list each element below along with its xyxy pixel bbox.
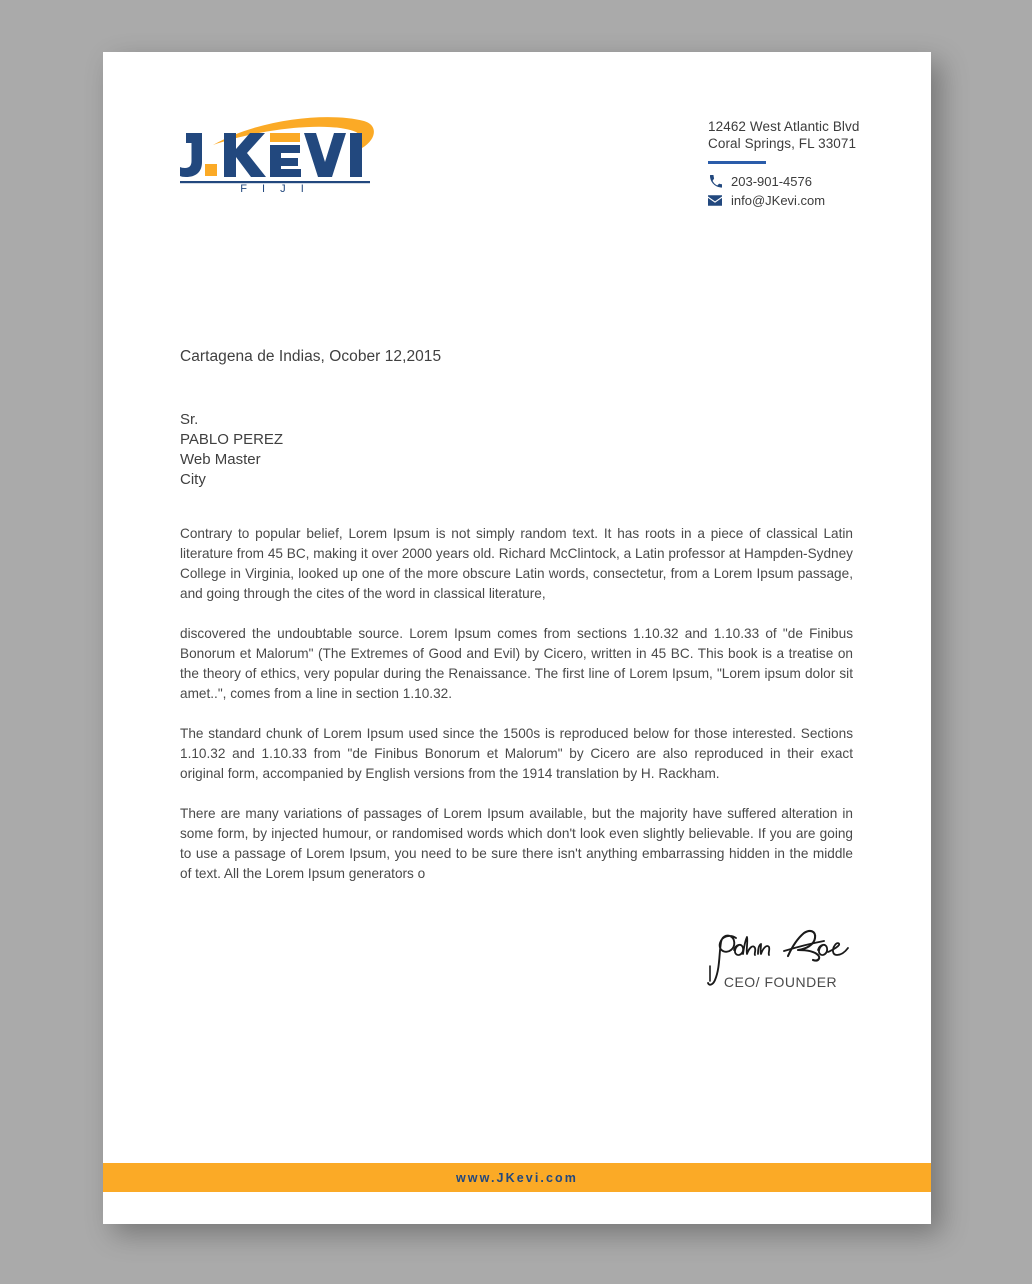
logo-letter-v [304, 133, 346, 177]
recipient-city: City [180, 471, 206, 488]
contact-divider [708, 161, 766, 164]
phone-row[interactable] [708, 174, 898, 189]
letter-header [103, 52, 931, 212]
recipient-name: PABLO PEREZ [180, 431, 284, 448]
recipient-salutation: Sr. [180, 411, 199, 428]
paragraph: Contrary to popular belief, Lorem Ipsum is not simply random text. It has roots in a piece of classical Latin literature from 45 BC, making it over 2000 years old. Richard McClintock, a Latin professor at Hampden-Sydney College in Virginia, looked up one of the more obscure Latin words, consectetur, from a Lorem Ipsum passage, and going through the cites of the word in classical literature, [180, 526, 853, 601]
company-logo [180, 112, 380, 192]
signature-block [693, 924, 868, 990]
paragraph: There are many variations of passages of Lorem Ipsum available, but the majority have suffered alteration in some form, by injected humour, or randomised words which don't look even slightly believable. If you are going to use a passage of Lorem Ipsum, you need to be sure there isn't anything embarrassing hidden in the middle of text. All the Lorem Ipsum generators o [180, 806, 853, 881]
date-line: Cartagena de Indias, Ocober 12,2015 [180, 348, 442, 365]
envelope-icon [708, 193, 722, 207]
logo-dot-icon [205, 164, 217, 176]
logo-letter-k [224, 133, 266, 177]
logo-letter-e [270, 145, 301, 177]
email-address: info@JKevi.com [731, 192, 826, 208]
footer-website-url[interactable]: www.JKevi.com [455, 1170, 578, 1185]
logo-e-topbar [270, 133, 300, 142]
logo-tagline: F I J I [240, 183, 310, 192]
footer-bar [103, 1163, 931, 1192]
logo-artwork [180, 112, 380, 192]
phone-icon [708, 174, 722, 188]
address-line-2: Coral Springs, FL 33071 [708, 136, 857, 151]
paragraph: discovered the undoubtable source. Lorem Ipsum comes from sections 1.10.32 and 1.10.33 of "de Finibus Bonorum et Malorum" (The Extremes of Good and Evil) by Cicero, written in 45 BC. This book is a treatise on the theory of ethics, very popular during the Renaissance. The first line of Lorem Ipsum, "Lorem ipsum dolor sit amet..", comes from a line in section 1.10.32. [180, 626, 853, 701]
address-line-1: 12462 West Atlantic Blvd [708, 119, 860, 134]
address-block [708, 118, 898, 152]
email-row[interactable] [708, 193, 898, 208]
logo-letter-i [350, 133, 362, 177]
contact-block [708, 118, 898, 212]
recipient-role: Web Master [180, 451, 261, 468]
paragraph: The standard chunk of Lorem Ipsum used since the 1500s is reproduced below for those interested. Sections 1.10.32 and 1.10.33 from "de Finibus Bonorum et Malorum" by Cicero are also reproduced in their exact original form, accompanied by English versions from the 1914 translation by H. Rackham. [180, 726, 853, 781]
recipient-block [180, 410, 283, 490]
signature-title: CEO/ FOUNDER [723, 974, 838, 990]
logo-letter-j [180, 133, 202, 177]
phone-number: 203-901-4576 [731, 173, 812, 189]
letter-paragraphs [180, 524, 853, 884]
letterhead-page [103, 52, 931, 1224]
